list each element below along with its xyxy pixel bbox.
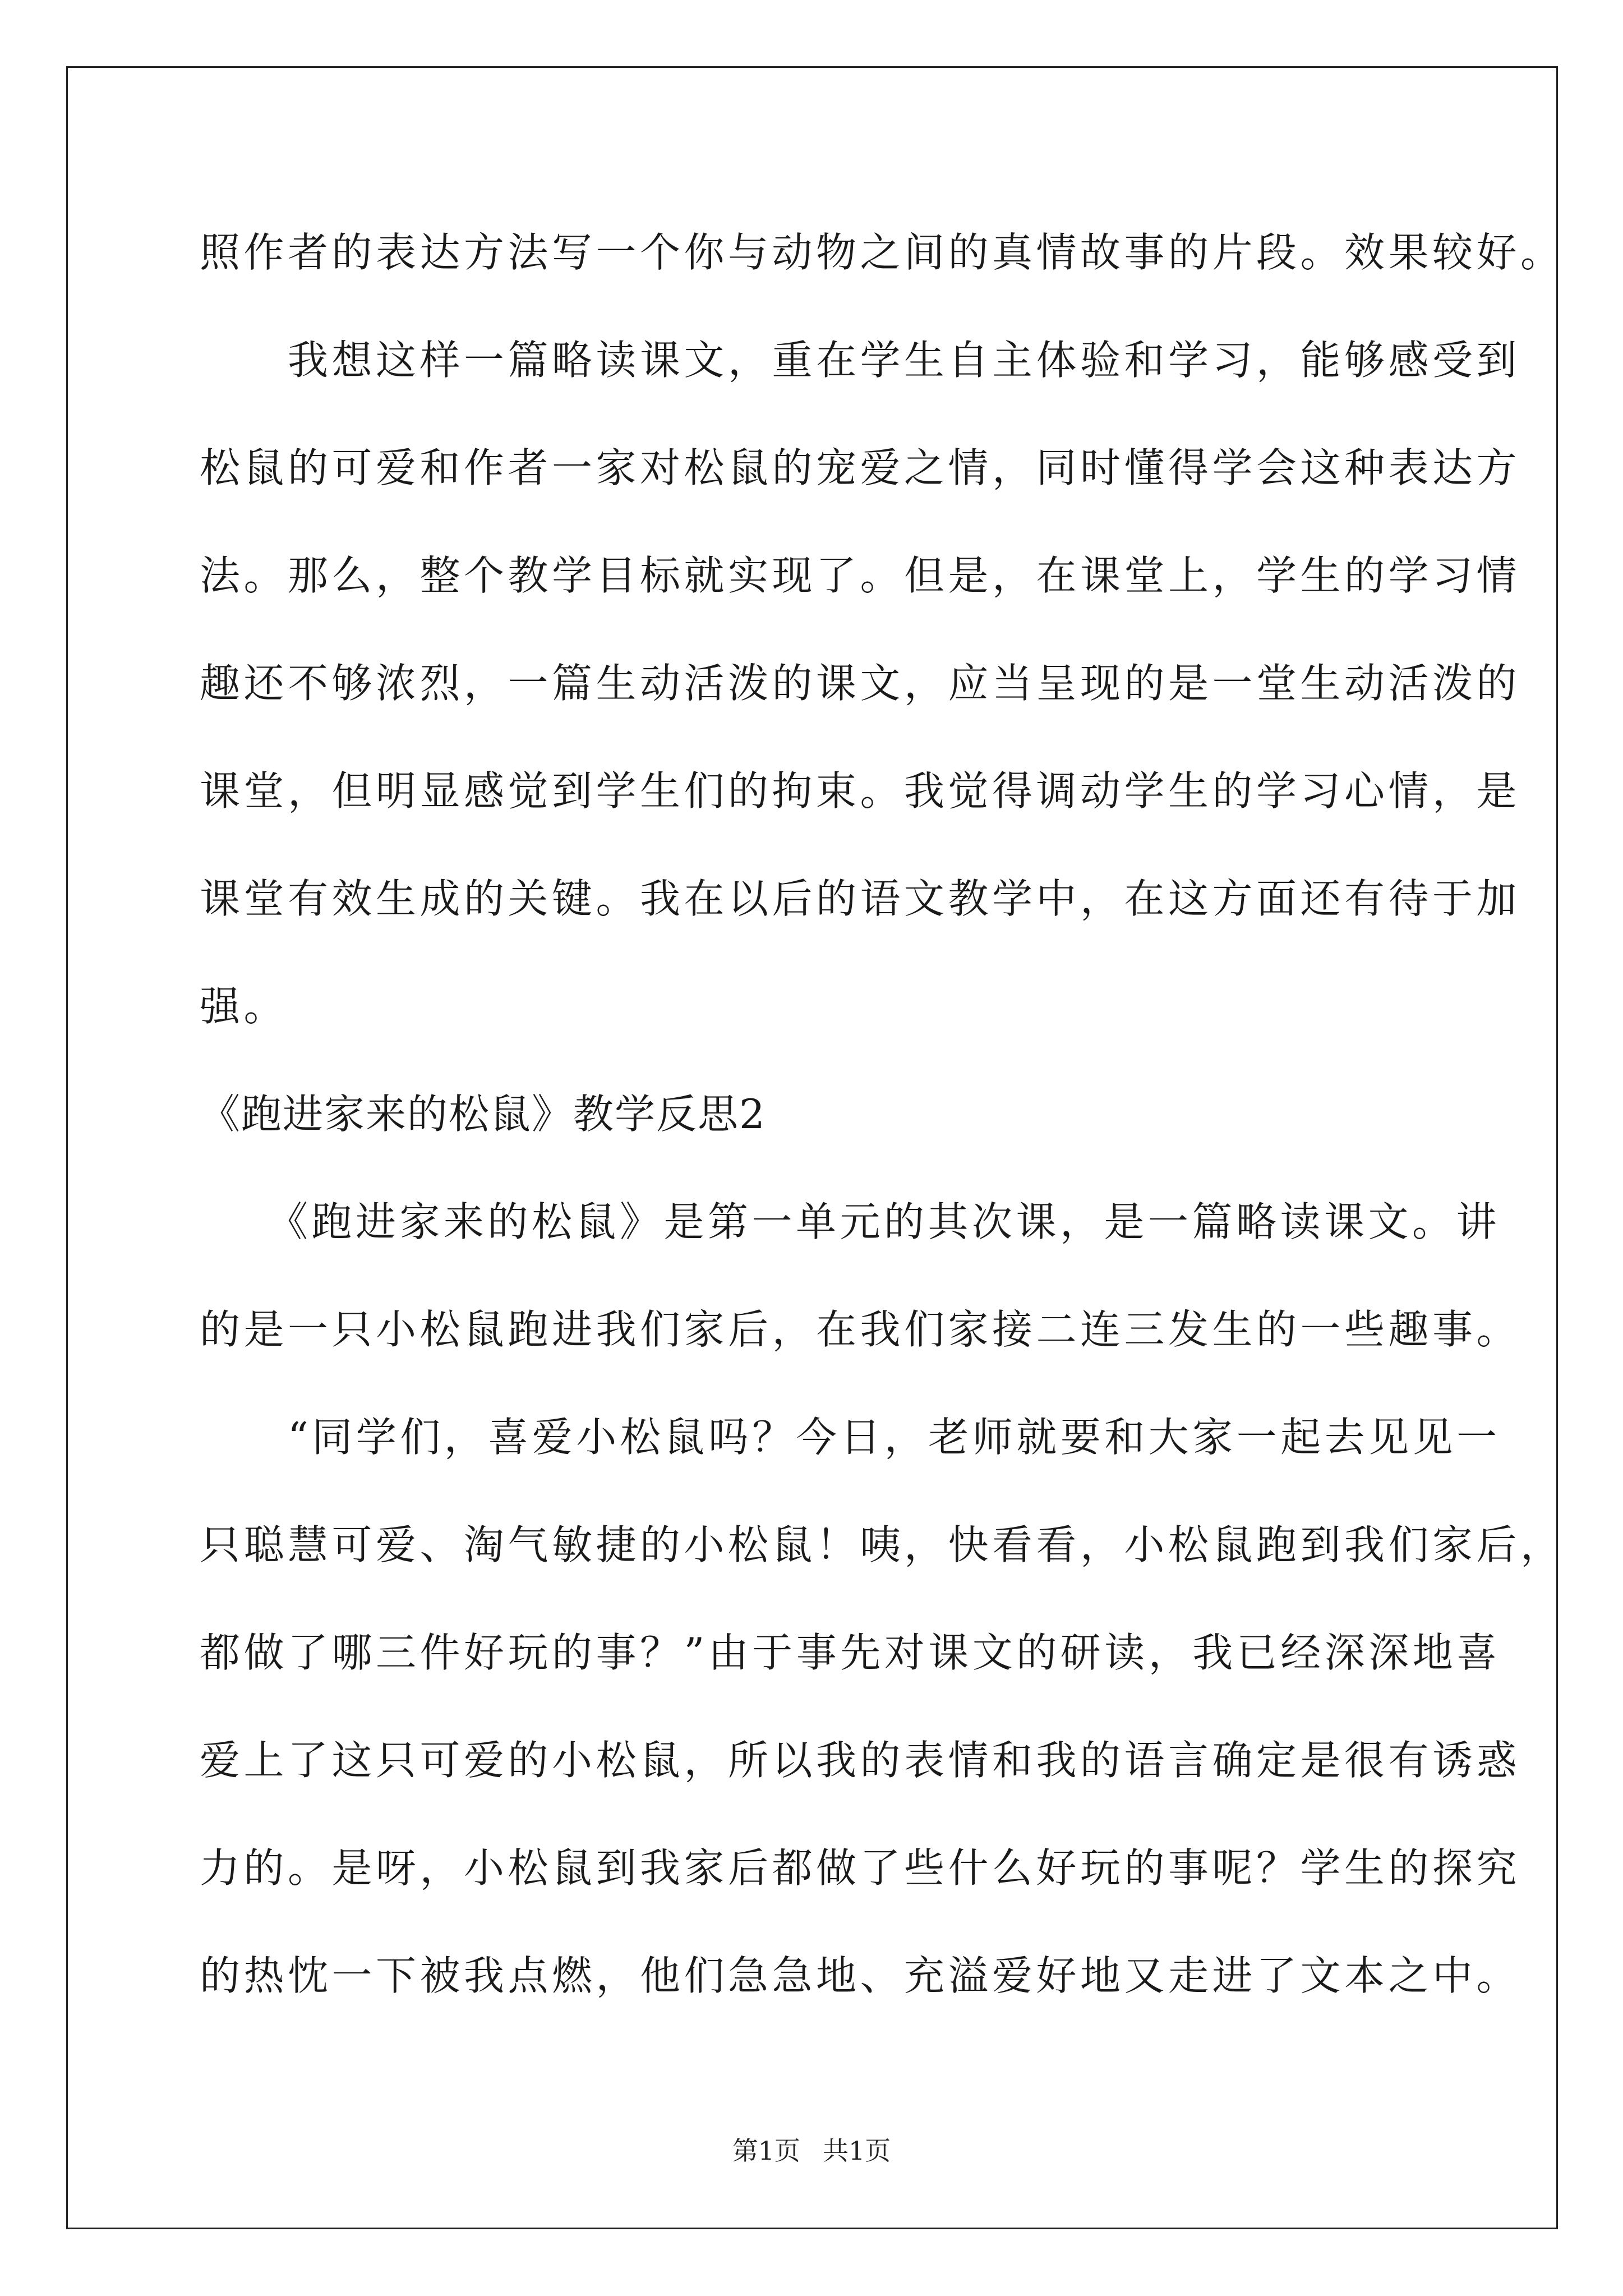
text-line: 课堂，但明显感觉到学生们的拘束。我觉得调动学生的学习心情，是 xyxy=(200,767,1521,815)
page-footer xyxy=(0,2134,1623,2168)
text-line: 《跑进家来的松鼠》是第一单元的其次课，是一篇略读课文。讲 xyxy=(200,1198,1501,1245)
text-line: 法。那么，整个教学目标就实现了。但是，在课堂上，学生的学习情 xyxy=(200,552,1521,599)
section-heading: 《跑进家来的松鼠》教学反思2 xyxy=(200,1091,766,1138)
text-line: 都做了哪三件好玩的事？”由于事先对课文的研读，我已经深深地喜 xyxy=(200,1629,1501,1676)
text-line: 力的。是呀，小松鼠到我家后都做了些什么好玩的事呢？学生的探究 xyxy=(200,1844,1521,1892)
text-line: 只聪慧可爱、淘气敏捷的小松鼠！咦，快看看，小松鼠跑到我们家后， xyxy=(200,1521,1565,1568)
text-line: 的是一只小松鼠跑进我们家后，在我们家接二连三发生的一些趣事。 xyxy=(200,1306,1521,1353)
text-line: 趣还不够浓烈，一篇生动活泼的课文，应当呈现的是一堂生动活泼的 xyxy=(200,660,1521,707)
text-line: 爱上了这只可爱的小松鼠，所以我的表情和我的语言确定是很有诱惑 xyxy=(200,1737,1521,1784)
text-line: “同学们，喜爱小松鼠吗？今日，老师就要和大家一起去见见一 xyxy=(200,1414,1501,1461)
text-line: 课堂有效生成的关键。我在以后的语文教学中，在这方面还有待于加 xyxy=(200,875,1521,922)
text-line: 松鼠的可爱和作者一家对松鼠的宠爱之情，同时懂得学会这种表达方 xyxy=(200,444,1521,491)
page-number-current: 第1页 xyxy=(732,2136,800,2166)
page-border xyxy=(66,66,1558,2229)
text-line: 照作者的表达方法写一个你与动物之间的真情故事的片段。效果较好。 xyxy=(200,229,1565,276)
text-line: 的热忱一下被我点燃，他们急急地、充溢爱好地又走进了文本之中。 xyxy=(200,1952,1521,1999)
text-line: 我想这样一篇略读课文，重在学生自主体验和学习，能够感受到 xyxy=(200,337,1521,384)
text-line: 强。 xyxy=(200,983,288,1030)
page-number-total: 共1页 xyxy=(823,2136,891,2166)
